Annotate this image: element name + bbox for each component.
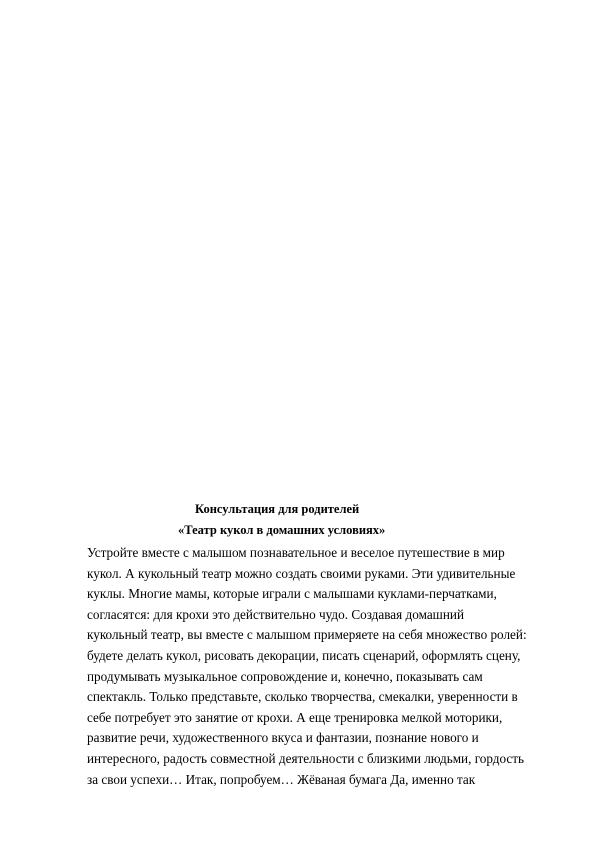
- paragraph-line: продумывать музыкальное сопровождение и, конечно, показывать сам: [87, 668, 483, 684]
- document-subtitle: «Театр кукол в домашних условиях»: [178, 523, 386, 537]
- paragraph-line: согласятся: для крохи это действительно чудо. Создавая домашний: [87, 606, 465, 622]
- paragraph-line: себе потребует это занятие от крохи. А еще тренировка мелкой моторики,: [87, 709, 503, 725]
- paragraph-line: за свои успехи… Итак, попробуем… Жёваная бумага Да, именно так: [87, 771, 476, 787]
- paragraph-line: интересного, радость совместной деятельности с близкими людьми, гордость: [87, 750, 525, 766]
- paragraph-line: развитие речи, художественного вкуса и фантазии, познание нового и: [87, 730, 479, 746]
- paragraph-line: Устройте вместе с малышом познавательное и веселое путешествие в мир: [87, 545, 505, 560]
- paragraph-line: кукол. А кукольный театр можно создать своими руками. Эти удивительные: [87, 565, 516, 581]
- paragraph-line: куклы. Многие мамы, которые играли с малышами куклами-перчатками,: [87, 586, 497, 602]
- paragraph-line: будете делать кукол, рисовать декорации, писать сценарий, оформлять сцену,: [87, 647, 521, 663]
- body-paragraph: [87, 543, 557, 790]
- paragraph-line: кукольный театр, вы вместе с малышом примеряете на себя множество ролей:: [87, 627, 527, 643]
- document-title: Консультация для родителей: [195, 502, 360, 516]
- paragraph-line: спектакль. Только представьте, сколько творчества, смекалки, уверенности в: [87, 689, 518, 705]
